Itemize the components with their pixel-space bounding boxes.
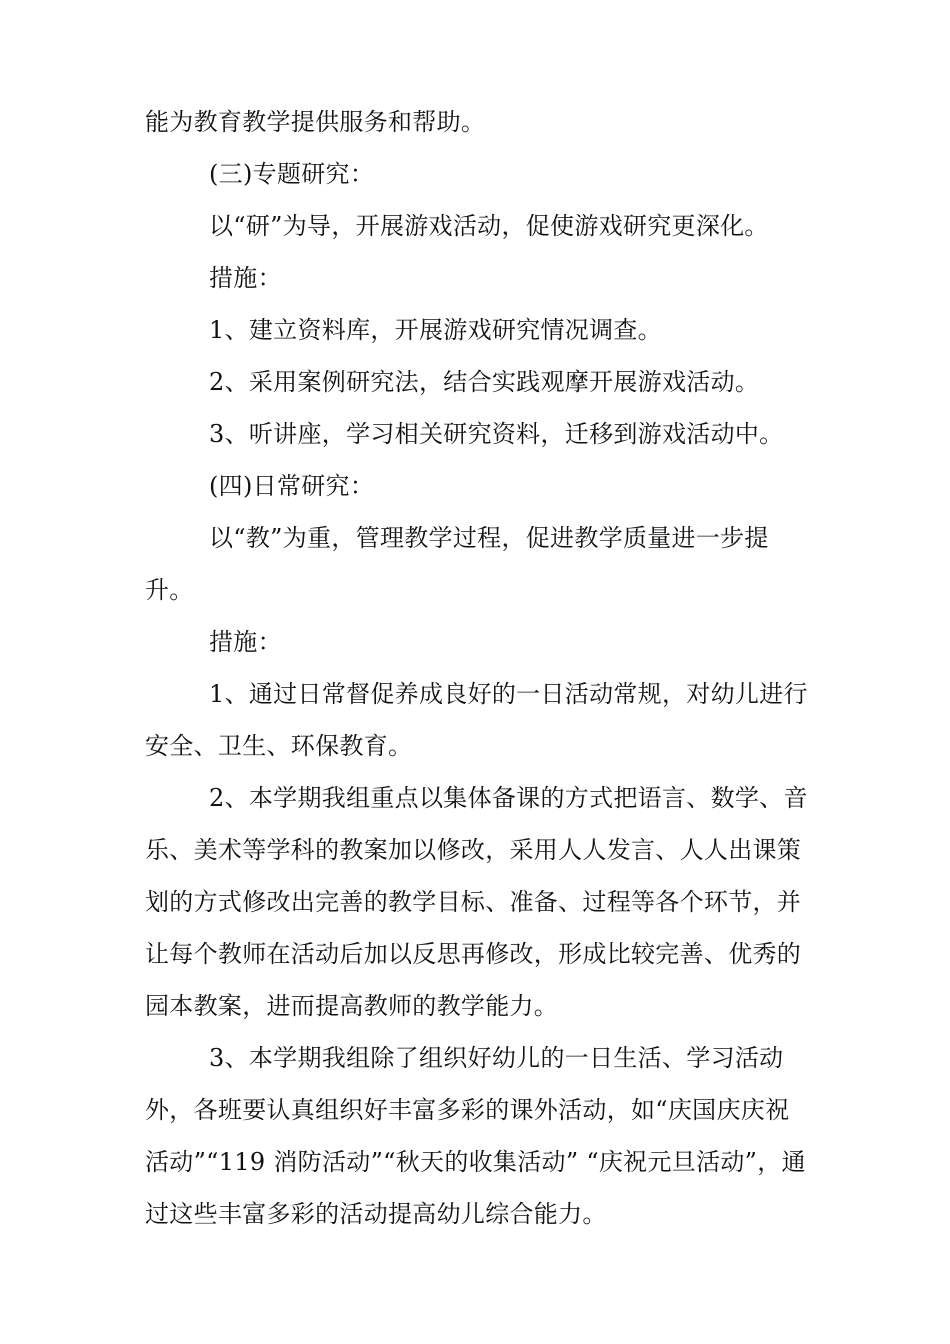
measures-label: 措施： [209,264,282,292]
paragraph-teaching-focus: 以“教”为重，管理教学过程，促进教学质量进一步提升。 [145,524,769,604]
measure-item-2: 2、采用案例研究法，结合实践观摩开展游戏活动。 [209,368,760,396]
measure-item-1: 1、建立资料库，开展游戏研究情况调查。 [209,316,662,344]
section-heading-special-research: (三)专题研究： [209,160,375,188]
section-heading-daily-research: (四)日常研究： [209,472,375,500]
document-body [145,96,810,1240]
paragraph-continuation: 能为教育教学提供服务和帮助。 [145,108,486,136]
daily-measure-item-2: 2、本学期我组重点以集体备课的方式把语言、数学、音乐、美术等学科的教案加以修改，采用人人发言、人人出课策划的方式修改出完善的教学目标、准备、过程等各个环节，并让每个教师在活动后加以反思再修改，形成比较完善、优秀的园本教案，进而提高教师的教学能力。 [145,784,808,1020]
paragraph-research-guide: 以“研”为导，开展游戏活动，促使游戏研究更深化。 [209,212,769,240]
measures-label-2: 措施： [209,628,282,656]
measure-item-3: 3、听讲座，学习相关研究资料，迁移到游戏活动中。 [209,420,784,448]
daily-measure-item-3: 3、本学期我组除了组织好幼儿的一日生活、学习活动外，各班要认真组织好丰富多彩的课外活动，如“庆国庆庆祝活动”“119 消防活动”“秋天的收集活动” “庆祝元旦活动”，通过这些丰富多彩的活动提高幼儿综合能力。 [145,1044,806,1228]
daily-measure-item-1: 1、通过日常督促养成良好的一日活动常规，对幼儿进行安全、卫生、环保教育。 [145,680,808,760]
